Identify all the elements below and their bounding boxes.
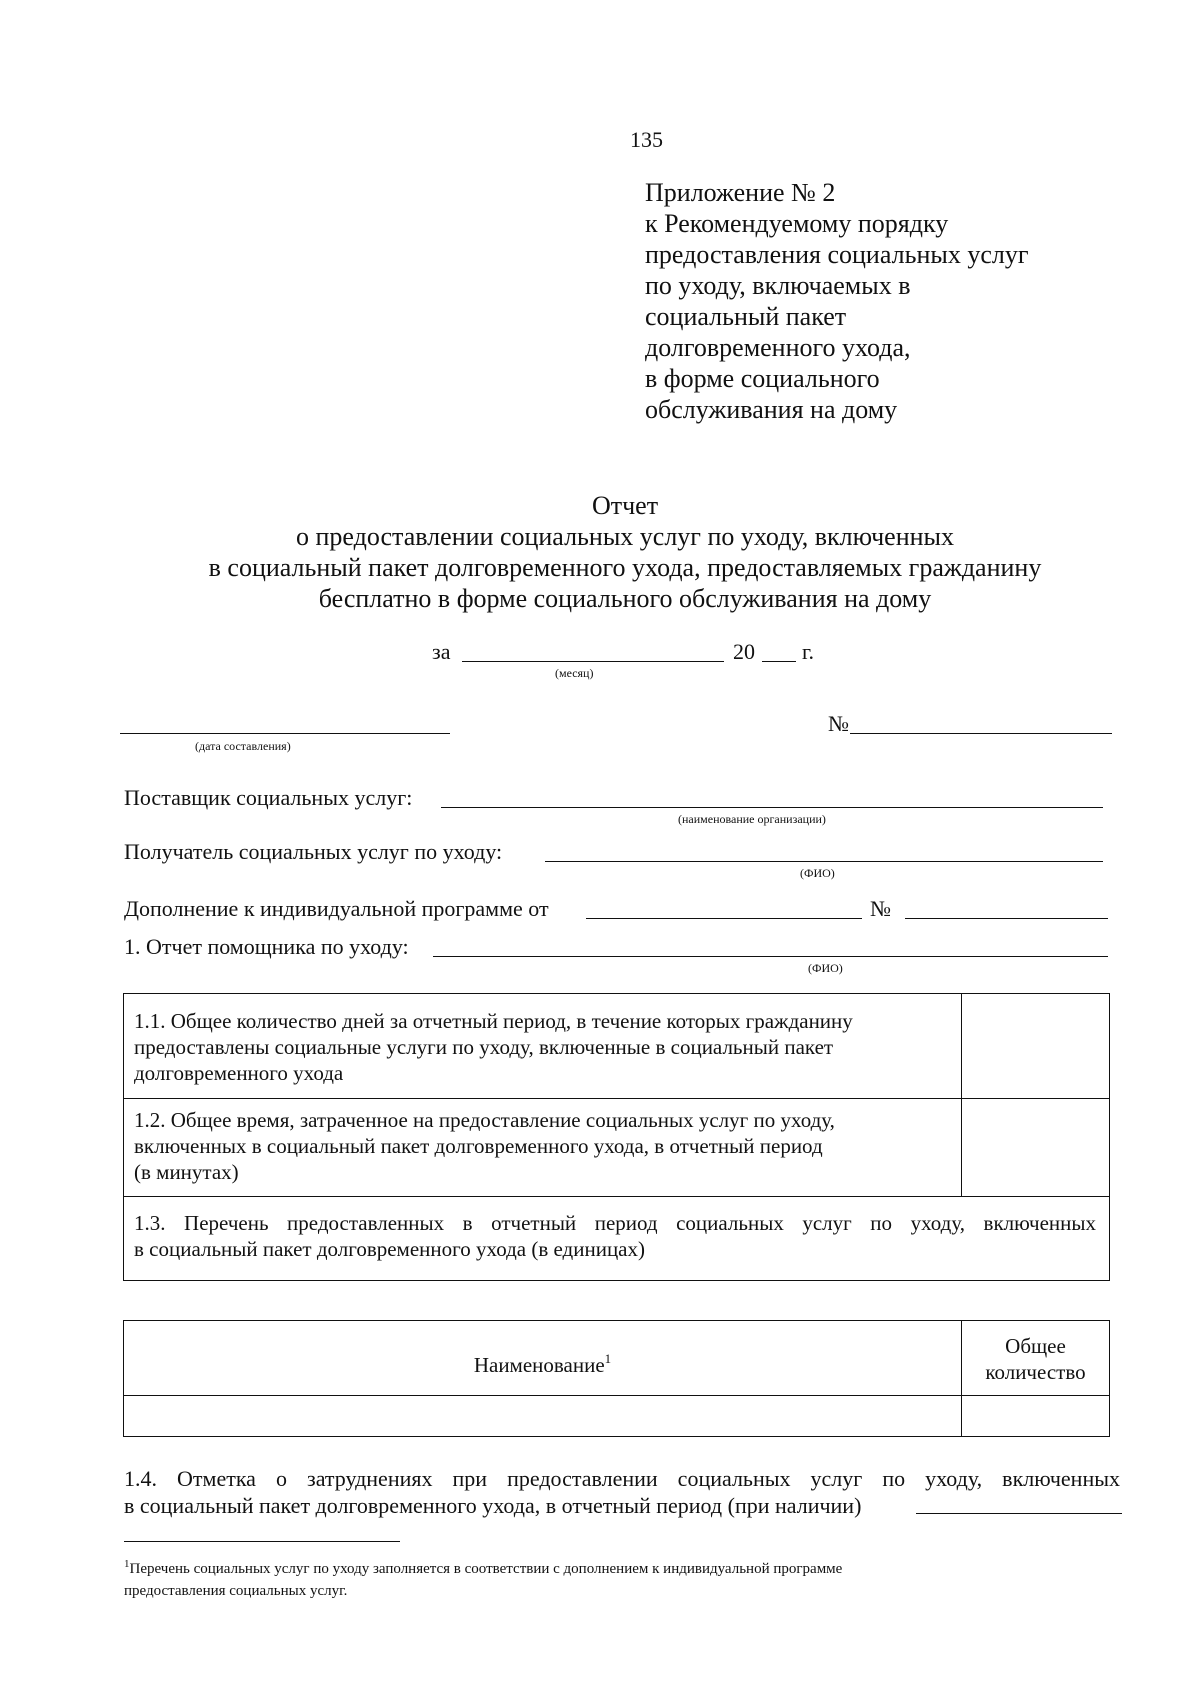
- report-title-line: в социальный пакет долговременного ухода, предоставляемых гражданину: [208, 553, 1042, 582]
- appendix-line: по уходу, включаемых в: [645, 271, 911, 300]
- footnote-marker: 1: [124, 1558, 130, 1570]
- difficulties-text: 1.4. Отметка о затруднениях при предоставлении социальных услуг по уходу, включенных в социальный пакет долговременного ухода, в отчетный период (при наличии): [124, 1466, 1120, 1518]
- appendix-line: обслуживания на дому: [645, 395, 898, 424]
- footnote: $^1$Перечень социальных услуг по уходу заполняется в соответствии с дополнением к индивидуальной программе предоставления социальных услуг.: [124, 1558, 843, 1599]
- report-table: [123, 993, 1110, 1281]
- appendix-line: социальный пакет: [645, 302, 847, 331]
- report-title-line: о предоставлении социальных услуг по уходу, включенных: [296, 522, 954, 551]
- appendix-line: к Рекомендуемому порядку: [645, 209, 949, 238]
- number-label: №: [828, 711, 849, 736]
- month-hint: (месяц): [555, 666, 594, 680]
- appendix-line: Приложение № 2: [645, 178, 836, 207]
- report-row-1-value[interactable]: [964, 994, 1109, 1097]
- recipient-hint: (ФИО): [800, 866, 835, 880]
- report-row-2-value[interactable]: [964, 1100, 1109, 1195]
- services-col-qty-header: Общее количество: [985, 1334, 1086, 1384]
- services-table: [123, 1320, 1110, 1437]
- report-row-3-text: 1.3. Перечень предоставленных в отчетный период социальных услуг по уходу, включенных в социальный пакет долговременного ухода (в единицах): [134, 1211, 1096, 1261]
- recipient-label: Получатель социальных услуг по уходу:: [124, 839, 503, 864]
- year-suffix: г.: [802, 639, 815, 664]
- date-hint: (дата составления): [195, 739, 291, 753]
- provider-field[interactable]: [441, 807, 1103, 808]
- appendix-line: предоставления социальных услуг: [645, 240, 1029, 269]
- report-heading: Отчет: [591, 491, 659, 520]
- footnote-separator: [124, 1541, 400, 1542]
- assistant-hint: (ФИО): [808, 961, 843, 975]
- report-title-line: бесплатно в форме социального обслуживания на дому: [318, 584, 932, 613]
- supplement-label: Дополнение к индивидуальной программе от: [124, 896, 549, 921]
- appendix-block: [645, 177, 1029, 425]
- year-prefix: 20: [733, 639, 755, 664]
- footnote-ref: 1: [604, 1351, 612, 1366]
- report-row-2-text: 1.2. Общее время, затраченное на предоставление социальных услуг по уходу, включенных в социальный пакет долговременного ухода, в отчетный период (в минутах): [134, 1108, 835, 1184]
- difficulties-field[interactable]: [916, 1513, 1122, 1514]
- services-qty-cell[interactable]: [964, 1397, 1109, 1436]
- date-field[interactable]: [120, 733, 450, 734]
- page-number: 135: [630, 127, 663, 152]
- report-title: [0, 490, 1200, 614]
- number-field[interactable]: [850, 733, 1112, 734]
- assistant-field[interactable]: [433, 956, 1108, 957]
- appendix-line: в форме социального: [645, 364, 880, 393]
- supplement-date-field[interactable]: [586, 918, 862, 919]
- report-table-divider: [961, 994, 962, 1196]
- services-col-name-header: Наименование$^1$: [473, 1351, 612, 1377]
- year-field[interactable]: [762, 661, 796, 662]
- recipient-field[interactable]: [545, 861, 1103, 862]
- provider-label: Поставщик социальных услуг:: [124, 785, 413, 810]
- supplement-number-field[interactable]: [905, 918, 1108, 919]
- assistant-label: 1. Отчет помощника по уходу:: [124, 934, 409, 959]
- appendix-line: долговременного ухода,: [645, 333, 911, 362]
- report-table-row-separator: [124, 1098, 1109, 1099]
- provider-hint: (наименование организации): [678, 812, 826, 826]
- report-table-row-separator: [124, 1196, 1109, 1197]
- services-table-header-separator: [124, 1395, 1109, 1396]
- report-row-1-text: 1.1. Общее количество дней за отчетный период, в течение которых гражданину предоставлены социальные услуги по уходу, включенные в социальный пакет долговременного ухода: [134, 1009, 853, 1085]
- supplement-number-label: №: [870, 896, 891, 921]
- period-prefix: за: [432, 639, 451, 664]
- services-name-cell[interactable]: [124, 1397, 960, 1436]
- month-field[interactable]: [462, 661, 724, 662]
